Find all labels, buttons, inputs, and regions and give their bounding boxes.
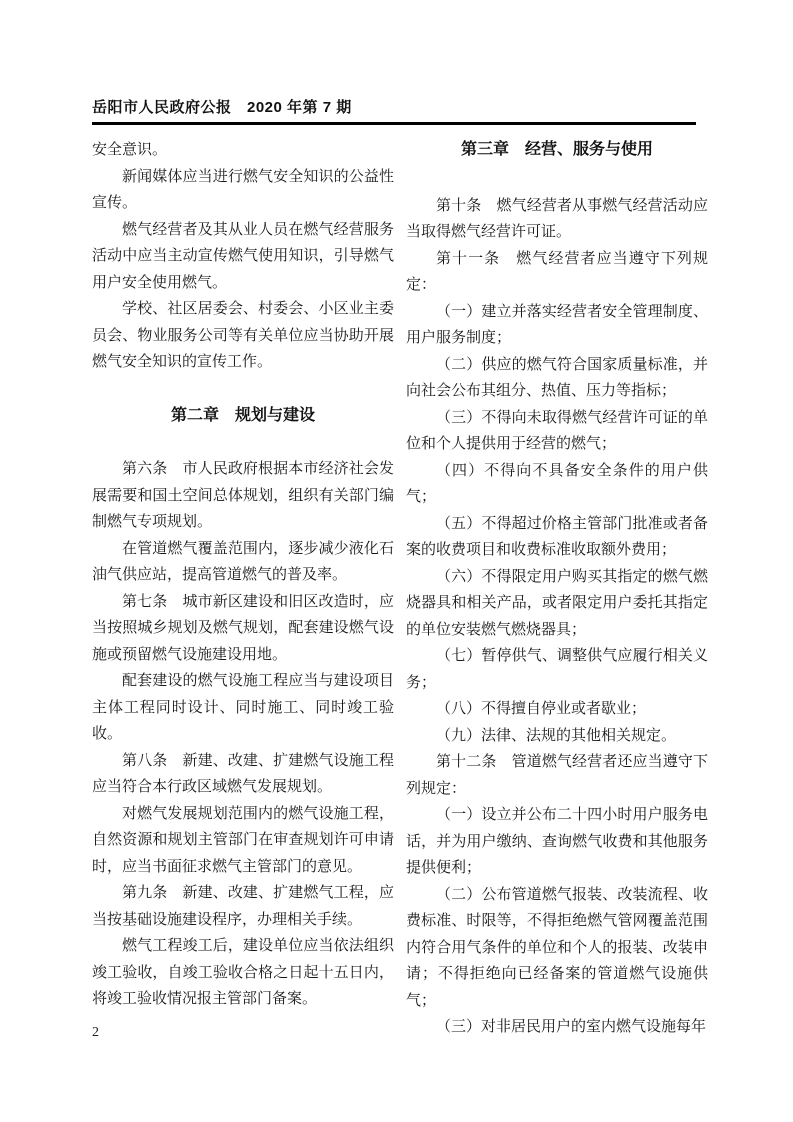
- chapter-heading: 第三章 经营、服务与使用: [460, 141, 653, 158]
- paragraph: 燃气工程竣工后，建设单位应当依法组织竣工验收，自竣工验收合格之日起十五日内，将竣工验收情况报主管部门备案。: [92, 938, 394, 1007]
- column-left: [92, 137, 394, 1041]
- paragraph: （五）不得超过价格主管部门批准或者备案的收费项目和收费标准收取额外费用；: [406, 515, 708, 558]
- paragraph: 燃气经营者及其从业人员在燃气经营服务活动中应当主动宣传燃气使用知识，引导燃气用户安全使用燃气。: [92, 221, 394, 291]
- page-number: 2: [92, 1025, 99, 1040]
- paragraph: （一）建立并落实经营者安全管理制度、用户服务制度；: [406, 303, 708, 346]
- header-rule: [92, 122, 696, 125]
- paragraph: 学校、社区居委会、村委会、小区业主委员会、物业服务公司等有关单位应当协助开展燃气安全知识的宣传工作。: [92, 301, 394, 370]
- page-content: [92, 98, 708, 1041]
- paragraph: （七）暂停供气、调整供气应履行相关义务；: [406, 648, 708, 691]
- page-header: [92, 98, 708, 118]
- paragraph: 在管道燃气覆盖范围内，逐步减少液化石油气供应站，提高管道燃气的普及率。: [92, 540, 394, 583]
- paragraph: 第六条 市人民政府根据本市经济社会发展需要和国土空间总体规划，组织有关部门编制燃气专项规划。: [92, 461, 394, 530]
- paragraph: 第十条 燃气经营者从事燃气经营活动应当取得燃气经营许可证。: [406, 197, 708, 240]
- column-right: [406, 137, 708, 1041]
- paragraph: （一）设立并公布二十四小时用户服务电话，并为用户缴纳、查询燃气收费和其他服务提供便利；: [406, 807, 708, 876]
- paragraph: 第七条 城市新区建设和旧区改造时，应当按照城乡规划及燃气规划，配套建设燃气设施或预留燃气设施建设用地。: [92, 593, 394, 663]
- paragraph: （二）公布管道燃气报装、改装流程、收费标准、时限等，不得拒绝燃气管网覆盖范围内符合用气条件的单位和个人的报装、改装申请；不得拒绝向已经备案的管道燃气设施供气；: [406, 886, 708, 1009]
- paragraph: 新闻媒体应当进行燃气安全知识的公益性宣传。: [92, 168, 394, 211]
- paragraph: （三）对非居民用户的室内燃气设施每年: [436, 1019, 707, 1035]
- paragraph: 安全意识。: [92, 142, 168, 158]
- paragraph: 第九条 新建、改建、扩建燃气工程，应当按基础设施建设程序，办理相关手续。: [92, 885, 394, 928]
- paragraph: （四）不得向不具备安全条件的用户供气；: [406, 462, 708, 505]
- paragraph: 第八条 新建、改建、扩建燃气设施工程应当符合本行政区域燃气发展规划。: [92, 752, 394, 795]
- paragraph: 第十一条 燃气经营者应当遵守下列规定：: [406, 250, 708, 293]
- paragraph: （六）不得限定用户购买其指定的燃气燃烧器具和相关产品，或者限定用户委托其指定的单位安装燃气燃烧器具；: [406, 568, 708, 638]
- chapter-heading: 第二章 规划与建设: [170, 406, 315, 424]
- paragraph: （八）不得擅自停业或者歇业；: [436, 701, 647, 717]
- paragraph: 第十二条 管道燃气经营者还应当遵守下列规定：: [406, 754, 708, 797]
- paragraph: （二）供应的燃气符合国家质量标准，并向社会公布其组分、热值、压力等指标；: [406, 356, 708, 399]
- header-title: 岳阳市人民政府公报 2020 年第 7 期: [92, 99, 352, 116]
- document-body: [92, 137, 708, 1041]
- paragraph: 对燃气发展规划范围内的燃气设施工程，自然资源和规划主管部门在审查规划许可申请时，应当书面征求燃气主管部门的意见。: [92, 805, 394, 875]
- paragraph: （九）法律、法规的其他相关规定。: [436, 727, 677, 744]
- paragraph: 配套建设的燃气设施工程应当与建设项目主体工程同时设计、同时施工、同时竣工验收。: [92, 673, 394, 742]
- paragraph: （三）不得向未取得燃气经营许可证的单位和个人提供用于经营的燃气；: [406, 409, 708, 452]
